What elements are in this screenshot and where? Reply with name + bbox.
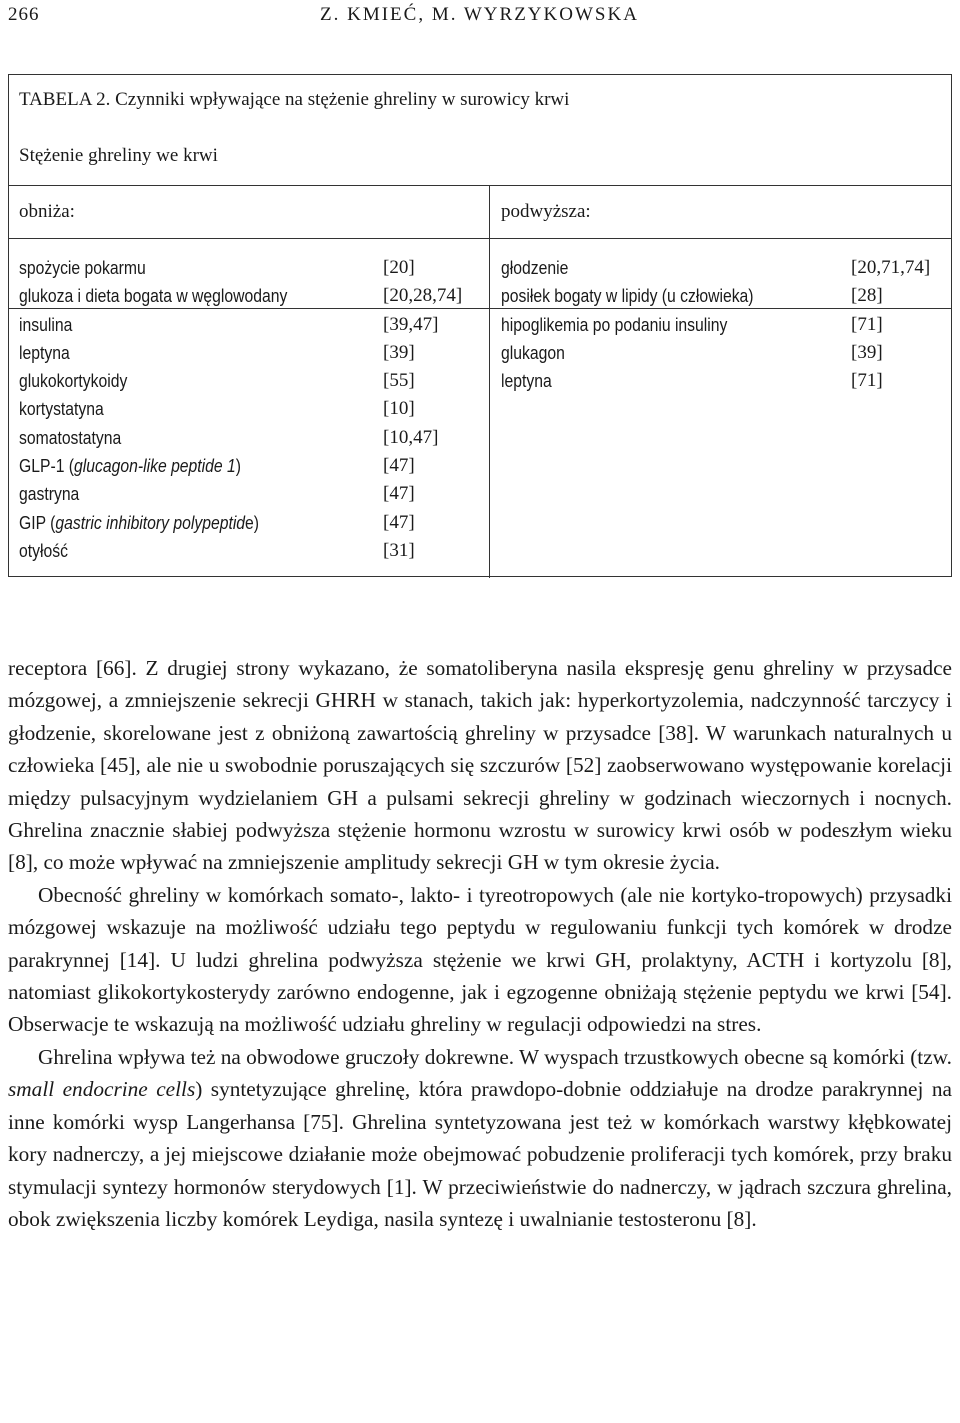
- body-text: [8, 652, 952, 1235]
- page-header: [8, 4, 948, 32]
- table-cell-ref: [39]: [383, 341, 415, 363]
- table-cell-ref: [10]: [383, 398, 415, 420]
- table-cell-factor: spożycie pokarmu: [19, 257, 146, 278]
- table-cell-ref: [47]: [383, 483, 415, 505]
- paragraph: Ghrelina wpływa też na obwodowe gruczoły dokrewne. W wyspach trzustkowych obecne są komórki (tzw. small endocrine cells) syntetyzujące ghrelinę, która prawdopo-dobnie oddziałuje na drodze parakrynnej na inne komórki wysp Langerhansa [75]. Ghrelina syntetyzowana jest też w komórkach warstwy kłębkowatej kory nadnerczy, a jej miejscowe działanie może obejmować pobudzenie proliferacji tych komórek, przy braku stymulacji syntezy hormonów sterydowych [1]. W przeciwieństwie do nadnerczy, w jądrach szczura ghrelina, obok zwiększenia liczby komórek Leydiga, nasila syntezę i uwalnianie testosteronu [8].: [8, 1044, 952, 1231]
- table-cell-factor: insulina: [19, 313, 73, 335]
- table-cell-ref: [39]: [851, 341, 883, 363]
- table-cell-factor: glukokortykoidy: [19, 370, 128, 392]
- table-cell-ref: [10,47]: [383, 426, 439, 448]
- table-cell-ref: [47]: [383, 455, 415, 477]
- page-number: 266: [8, 4, 40, 25]
- column-divider: [489, 185, 490, 578]
- table-cell-factor: glukoza i dieta bogata w węglowodany: [19, 285, 288, 307]
- table-cell-factor: hipoglikemia po podaniu insuliny: [501, 313, 728, 335]
- table-cell-ref: [20,71,74]: [851, 257, 931, 278]
- paragraph: receptora [66]. Z drugiej strony wykazano, że somatoliberyna nasila ekspresję genu ghreliny w przysadce mózgowej, a zmniejszenie sekrecji GHRH w stanach, takich jak: hyperkortyzolemia, nadczynność tarczycy i głodzenie, skorelowane jest z obniżoną zawartością ghreliny w przysadce [38]. W warunkach naturalnych u człowieka [45], ale nie u swobodnie poruszających się szczurów [52] zaobserwowano występowanie korelacji między pulsacyjnym wydzielaniem GH a pulsami sekrecji ghreliny w godzinach wieczornych i nocnych. Ghrelina znacznie słabiej podwyższa stężenie hormonu wzrostu w surowicy krwi osób w podeszłym wieku [8], co może wpływać na zmniejszenie amplitudy sekrecji GH w tym okresie życia.: [8, 656, 952, 875]
- table-cell-factor: glukagon: [501, 341, 565, 363]
- paragraph: Obecność ghreliny w komórkach somato-, lakto- i tyreotropowych (ale nie kortyko-tropowych) przysadki mózgowej wskazuje na możliwość udziału tego peptydu w regulowaniu funkcji tych komórek w drodze parakrynnej [14]. U ludzi ghrelina podwyższa stężenie we krwi GH, prolaktyny, ACTH i kortyzolu [8], natomiast glikokortykosterydy zarówno endogenne, jak i egzogenne obniżają stężenie peptydu we krwi [54]. Obserwacje te wskazują na możliwość udziału ghreliny w regulacji odpowiedzi na stres.: [8, 882, 952, 1037]
- table-cell-factor: posiłek bogaty w lipidy (u człowieka): [501, 285, 754, 307]
- table-cell-factor: głodzenie: [501, 257, 569, 278]
- table-cell-ref: [55]: [383, 370, 415, 392]
- table-caption: TABELA 2. Czynniki wpływające na stężenie ghreliny w surowicy krwi: [19, 89, 570, 110]
- decreases-factor-list: [19, 254, 287, 565]
- running-title: Z. KMIEĆ, M. WYRZYKOWSKA: [320, 4, 639, 25]
- ghrelin-factors-table: [8, 74, 952, 577]
- table-cell-ref: [31]: [383, 539, 415, 561]
- table-divider: [9, 238, 951, 239]
- table-cell-ref: [28]: [851, 285, 883, 307]
- table-cell-ref: [47]: [383, 511, 415, 533]
- table-cell-ref: [20]: [383, 257, 415, 278]
- column-header-increases: podwyższa:: [501, 201, 591, 222]
- table-subheader: Stężenie ghreliny we krwi: [19, 145, 218, 166]
- decreases-reference-list: [383, 254, 462, 565]
- table-cell-factor: gastryna: [19, 483, 80, 505]
- table-cell-factor: otyłość: [19, 539, 68, 561]
- table-cell-ref: [71]: [851, 313, 883, 335]
- increases-reference-list: [851, 254, 930, 395]
- table-cell-factor: leptyna: [19, 341, 70, 363]
- table-cell-ref: [71]: [851, 370, 883, 392]
- table-cell-ref: [20,28,74]: [383, 285, 463, 307]
- table-cell-factor: leptyna: [501, 370, 552, 392]
- table-cell-factor: GIP (gastric inhibitory polypeptide): [19, 511, 260, 533]
- table-cell-ref: [39,47]: [383, 313, 439, 335]
- table-divider: [9, 185, 951, 186]
- table-cell-factor: kortystatyna: [19, 398, 104, 420]
- table-cell-factor: GLP-1 (glucagon-like peptide 1): [19, 455, 242, 477]
- table-cell-factor: somatostatyna: [19, 426, 122, 448]
- column-header-decreases: obniża:: [19, 201, 75, 222]
- increases-factor-list: [501, 254, 754, 395]
